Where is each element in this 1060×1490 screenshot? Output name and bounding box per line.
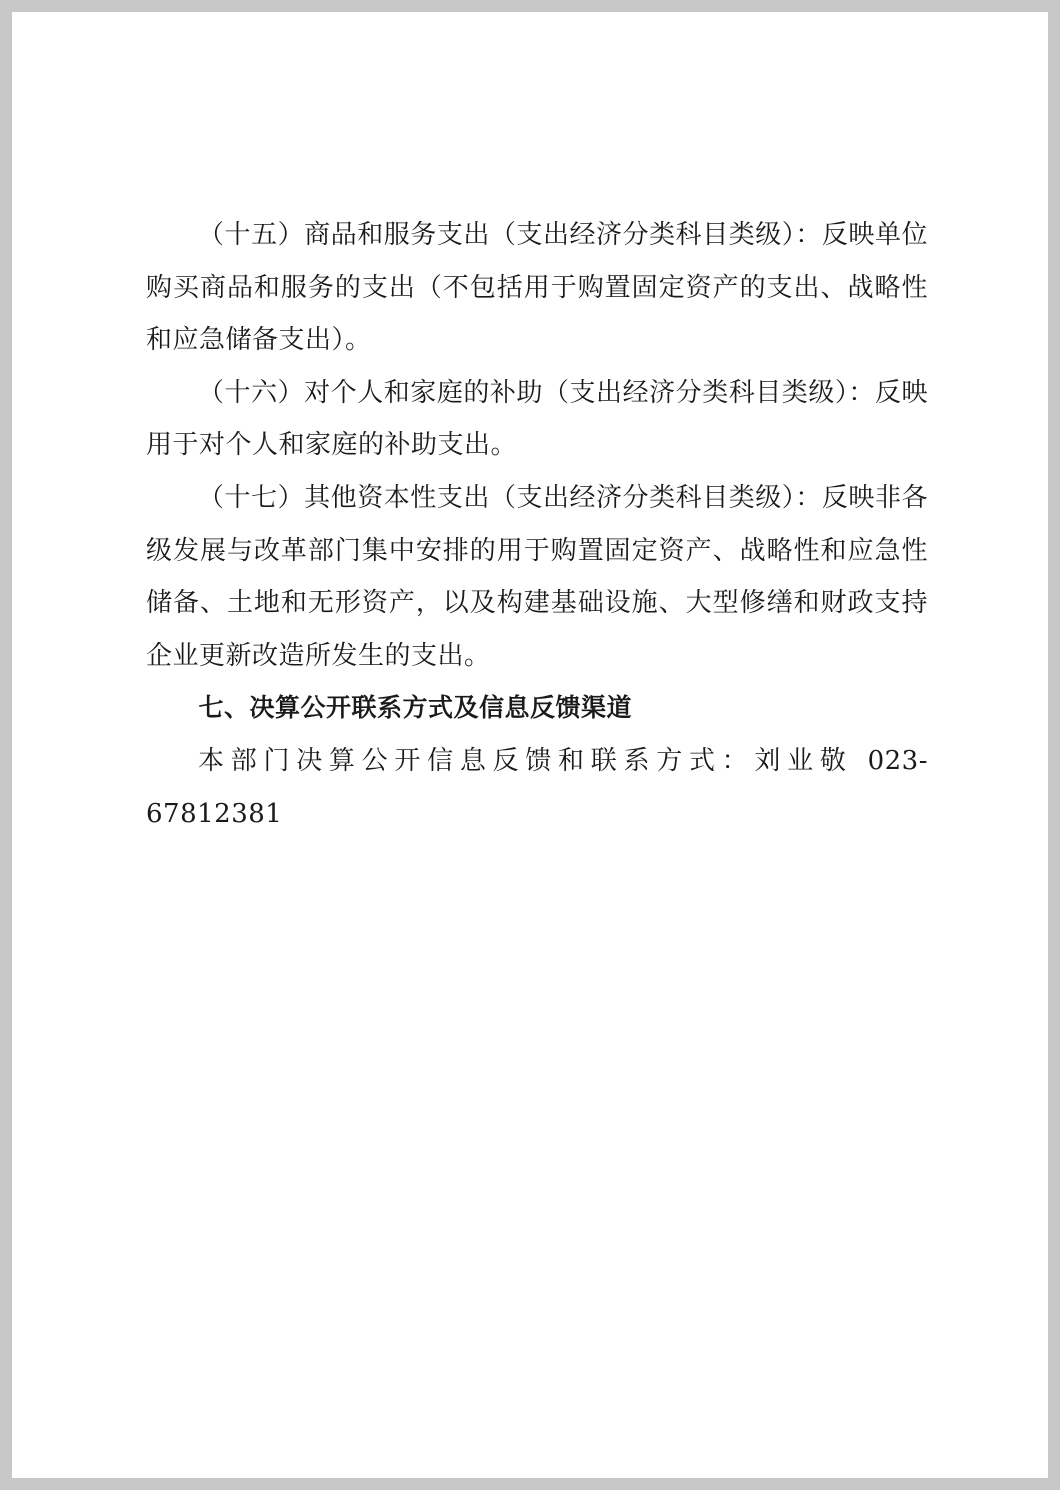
paragraph-other-capital-expenditure: （十七）其他资本性支出（支出经济分类科目类级）：反映非各级发展与改革部门集中安排的用于购置固定资产、战略性和应急性储备、土地和无形资产，以及构建基础设施、大型修缮和财政支持企业更新改造所发生的支出。 (146, 482, 928, 671)
document-page (12, 12, 1048, 1478)
section-heading-contact: 七、决算公开联系方式及信息反馈渠道 (198, 693, 633, 723)
contact-info-line: 本部门决算公开信息反馈和联系方式：刘业敬 023-67812381 (146, 745, 928, 829)
document-body (146, 209, 928, 840)
paragraph-goods-and-services: （十五）商品和服务支出（支出经济分类科目类级）：反映单位购买商品和服务的支出（不包括用于购置固定资产的支出、战略性和应急储备支出）。 (146, 220, 928, 356)
paragraph-household-subsidies: （十六）对个人和家庭的补助（支出经济分类科目类级）：反映用于对个人和家庭的补助支出。 (146, 377, 928, 461)
